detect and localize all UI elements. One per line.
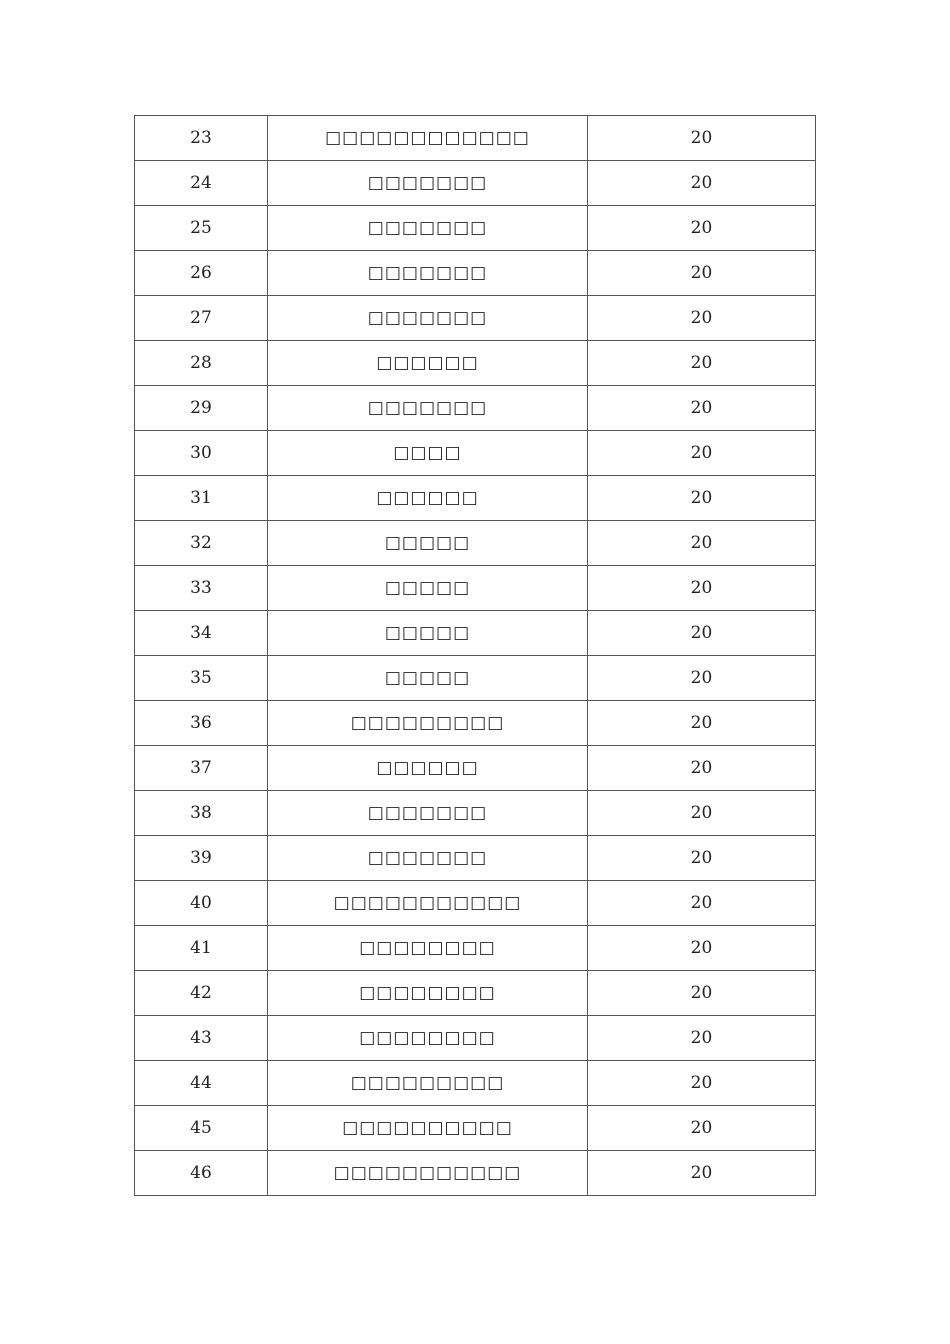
row-value-cell: 20: [588, 386, 816, 431]
row-value-cell: 20: [588, 926, 816, 971]
row-number-cell: 41: [135, 926, 268, 971]
row-name-cell: □□□□□□□: [268, 791, 588, 836]
table-row: [135, 971, 816, 1016]
row-value-cell: 20: [588, 1151, 816, 1196]
table-row: [135, 206, 816, 251]
row-value-cell: 20: [588, 746, 816, 791]
row-number-cell: 42: [135, 971, 268, 1016]
table-row: [135, 521, 816, 566]
table-row: [135, 836, 816, 881]
row-name-cell: □□□□□: [268, 656, 588, 701]
row-name-cell: □□□□□□□: [268, 386, 588, 431]
table-row: [135, 251, 816, 296]
row-number-cell: 27: [135, 296, 268, 341]
row-name-cell: □□□□□□□: [268, 206, 588, 251]
row-name-cell: □□□□□□: [268, 476, 588, 521]
row-name-cell: □□□□□: [268, 521, 588, 566]
row-value-cell: 20: [588, 836, 816, 881]
row-number-cell: 46: [135, 1151, 268, 1196]
table-row: [135, 1151, 816, 1196]
row-name-cell: □□□□□: [268, 611, 588, 656]
table-row: [135, 1016, 816, 1061]
row-value-cell: 20: [588, 521, 816, 566]
row-number-cell: 36: [135, 701, 268, 746]
row-value-cell: 20: [588, 791, 816, 836]
table-row: [135, 1061, 816, 1106]
row-number-cell: 35: [135, 656, 268, 701]
table-row: [135, 161, 816, 206]
data-table: [134, 115, 816, 1196]
row-name-cell: □□□□□□□□: [268, 1016, 588, 1061]
row-value-cell: 20: [588, 1106, 816, 1151]
row-number-cell: 33: [135, 566, 268, 611]
row-value-cell: 20: [588, 611, 816, 656]
row-name-cell: □□□□□□□□□□: [268, 1106, 588, 1151]
row-number-cell: 38: [135, 791, 268, 836]
row-name-cell: □□□□□□□: [268, 836, 588, 881]
row-number-cell: 29: [135, 386, 268, 431]
row-number-cell: 30: [135, 431, 268, 476]
row-value-cell: 20: [588, 566, 816, 611]
row-value-cell: 20: [588, 161, 816, 206]
table-row: [135, 1106, 816, 1151]
row-value-cell: 20: [588, 431, 816, 476]
table-row: [135, 926, 816, 971]
table-row: [135, 566, 816, 611]
row-number-cell: 28: [135, 341, 268, 386]
row-number-cell: 24: [135, 161, 268, 206]
row-value-cell: 20: [588, 1016, 816, 1061]
row-value-cell: 20: [588, 206, 816, 251]
table-row: [135, 746, 816, 791]
row-name-cell: □□□□□□: [268, 746, 588, 791]
table-row: [135, 701, 816, 746]
row-number-cell: 45: [135, 1106, 268, 1151]
row-name-cell: □□□□□□□□: [268, 971, 588, 1016]
row-name-cell: □□□□□□□□□□□: [268, 881, 588, 926]
row-number-cell: 32: [135, 521, 268, 566]
row-value-cell: 20: [588, 251, 816, 296]
row-value-cell: 20: [588, 656, 816, 701]
row-value-cell: 20: [588, 701, 816, 746]
row-name-cell: □□□□□□□: [268, 251, 588, 296]
row-number-cell: 37: [135, 746, 268, 791]
row-number-cell: 25: [135, 206, 268, 251]
table-row: [135, 656, 816, 701]
row-number-cell: 34: [135, 611, 268, 656]
row-name-cell: □□□□□□□□□: [268, 1061, 588, 1106]
row-value-cell: 20: [588, 1061, 816, 1106]
row-name-cell: □□□□□□: [268, 341, 588, 386]
row-number-cell: 44: [135, 1061, 268, 1106]
row-number-cell: 39: [135, 836, 268, 881]
row-value-cell: 20: [588, 971, 816, 1016]
row-name-cell: □□□□□□□□□: [268, 701, 588, 746]
row-number-cell: 26: [135, 251, 268, 296]
row-name-cell: □□□□□: [268, 566, 588, 611]
table-row: [135, 341, 816, 386]
row-number-cell: 40: [135, 881, 268, 926]
row-value-cell: 20: [588, 476, 816, 521]
row-name-cell: □□□□: [268, 431, 588, 476]
row-value-cell: 20: [588, 116, 816, 161]
row-name-cell: □□□□□□□: [268, 161, 588, 206]
table-row: [135, 116, 816, 161]
row-value-cell: 20: [588, 296, 816, 341]
table-row: [135, 611, 816, 656]
table-row: [135, 386, 816, 431]
table-row: [135, 296, 816, 341]
row-number-cell: 43: [135, 1016, 268, 1061]
row-number-cell: 23: [135, 116, 268, 161]
table-row: [135, 476, 816, 521]
row-name-cell: □□□□□□□□: [268, 926, 588, 971]
table-row: [135, 791, 816, 836]
row-name-cell: □□□□□□□: [268, 296, 588, 341]
table-body: [135, 116, 816, 1196]
row-number-cell: 31: [135, 476, 268, 521]
row-value-cell: 20: [588, 341, 816, 386]
table-row: [135, 431, 816, 476]
table-row: [135, 881, 816, 926]
row-value-cell: 20: [588, 881, 816, 926]
row-name-cell: □□□□□□□□□□□□: [268, 116, 588, 161]
row-name-cell: □□□□□□□□□□□: [268, 1151, 588, 1196]
